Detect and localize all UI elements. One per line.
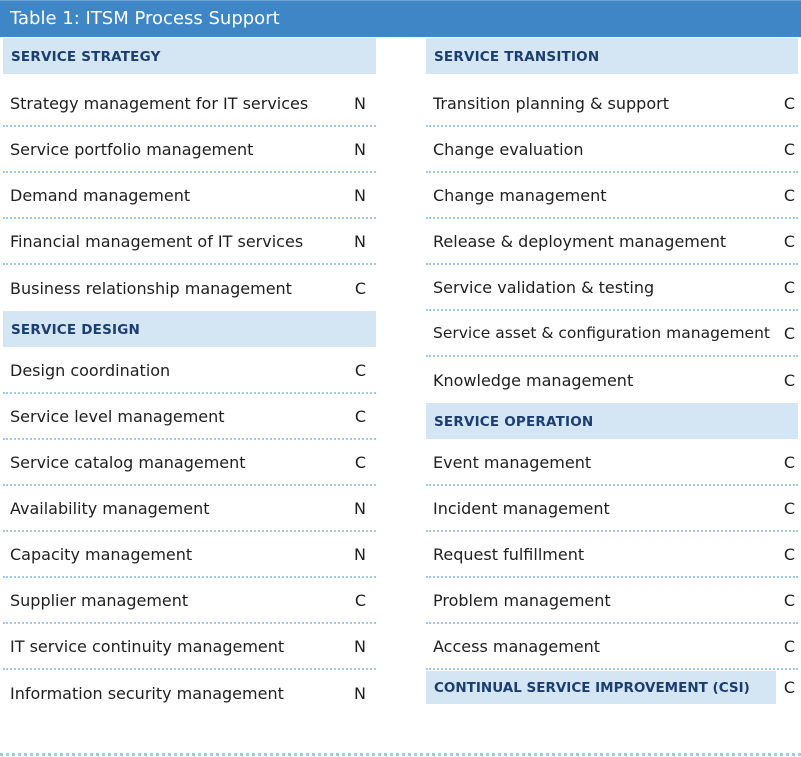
- process-name: Capacity management: [10, 544, 193, 564]
- table-row: [3, 578, 376, 624]
- process-name: Change management: [433, 185, 607, 205]
- process-name: Service catalog management: [10, 452, 246, 472]
- table-title: Table 1: ITSM Process Support: [0, 0, 801, 37]
- support-code: N: [354, 498, 366, 518]
- support-code: C: [776, 671, 798, 704]
- support-code: C: [354, 406, 366, 426]
- table-row: [3, 670, 376, 716]
- process-name: Incident management: [433, 498, 610, 518]
- table-row: [426, 439, 798, 486]
- table-row: [426, 357, 798, 403]
- support-code: C: [783, 185, 795, 205]
- support-code: N: [354, 185, 366, 205]
- section-header-csi: [426, 671, 798, 704]
- table-row: [426, 311, 798, 357]
- support-code: C: [354, 278, 366, 298]
- table-row: [426, 624, 798, 670]
- support-code: C: [783, 370, 795, 390]
- process-name: Business relationship management: [10, 278, 292, 298]
- table-row: [3, 219, 376, 265]
- process-name: Service level management: [10, 406, 225, 426]
- table-row: [3, 394, 376, 440]
- process-name: Supplier management: [10, 590, 189, 610]
- process-name: Availability management: [10, 498, 210, 518]
- process-name: Access management: [433, 636, 601, 656]
- table-row: [426, 265, 798, 311]
- section-header-service-strategy: SERVICE STRATEGY: [3, 38, 376, 74]
- section-header-service-operation: SERVICE OPERATION: [426, 403, 798, 439]
- process-name: Problem management: [433, 590, 611, 610]
- process-name: Release & deployment management: [433, 231, 727, 251]
- process-name: Change evaluation: [433, 139, 584, 159]
- support-code: C: [783, 498, 795, 518]
- table-row: [426, 578, 798, 624]
- table-row: [3, 624, 376, 670]
- process-name: Service portfolio management: [10, 139, 254, 159]
- support-code: C: [354, 452, 366, 472]
- process-name: Request fulfillment: [433, 544, 585, 564]
- table-row: [426, 219, 798, 265]
- section-header-service-transition: SERVICE TRANSITION: [426, 38, 798, 74]
- table-row: [426, 486, 798, 532]
- support-code: N: [354, 544, 366, 564]
- process-name: Transition planning & support: [433, 94, 669, 113]
- support-code: C: [783, 323, 795, 343]
- support-code: C: [783, 231, 795, 251]
- right-column: [426, 38, 798, 704]
- csi-label: CONTINUAL SERVICE IMPROVEMENT (CSI): [434, 679, 750, 696]
- support-code: N: [354, 683, 366, 703]
- table-row: [426, 127, 798, 173]
- process-name: Service validation & testing: [433, 277, 655, 297]
- support-code: C: [783, 139, 795, 159]
- table-row: [426, 532, 798, 578]
- table-row: [3, 127, 376, 173]
- table-row: [3, 347, 376, 394]
- table-row: [426, 74, 798, 127]
- process-name: Strategy management for IT services: [10, 94, 309, 113]
- table-row: [3, 74, 376, 127]
- support-code: C: [783, 94, 795, 113]
- support-code: N: [354, 139, 366, 159]
- process-name: Financial management of IT services: [10, 231, 304, 251]
- table-row: [426, 173, 798, 219]
- section-header-service-design: SERVICE DESIGN: [3, 311, 376, 347]
- support-code: C: [783, 453, 795, 472]
- process-name: Event management: [433, 453, 592, 472]
- support-code: C: [783, 636, 795, 656]
- support-code: C: [783, 590, 795, 610]
- support-code: N: [354, 94, 366, 113]
- support-code: N: [354, 231, 366, 251]
- process-name: Service asset & configuration management: [433, 324, 770, 342]
- table-row: [3, 532, 376, 578]
- process-name: Demand management: [10, 185, 191, 205]
- support-code: N: [354, 636, 366, 656]
- process-name: Information security management: [10, 683, 284, 703]
- process-name: Knowledge management: [433, 370, 634, 390]
- process-name: Design coordination: [10, 361, 171, 380]
- process-name: IT service continuity management: [10, 636, 285, 656]
- bottom-dotted-rule: [0, 753, 801, 756]
- table-row: [3, 440, 376, 486]
- table-row: [3, 486, 376, 532]
- table-row: [3, 265, 376, 311]
- support-code: C: [783, 277, 795, 297]
- left-column: [3, 38, 376, 716]
- support-code: C: [783, 544, 795, 564]
- support-code: C: [354, 590, 366, 610]
- support-code: C: [354, 361, 366, 380]
- table-row: [3, 173, 376, 219]
